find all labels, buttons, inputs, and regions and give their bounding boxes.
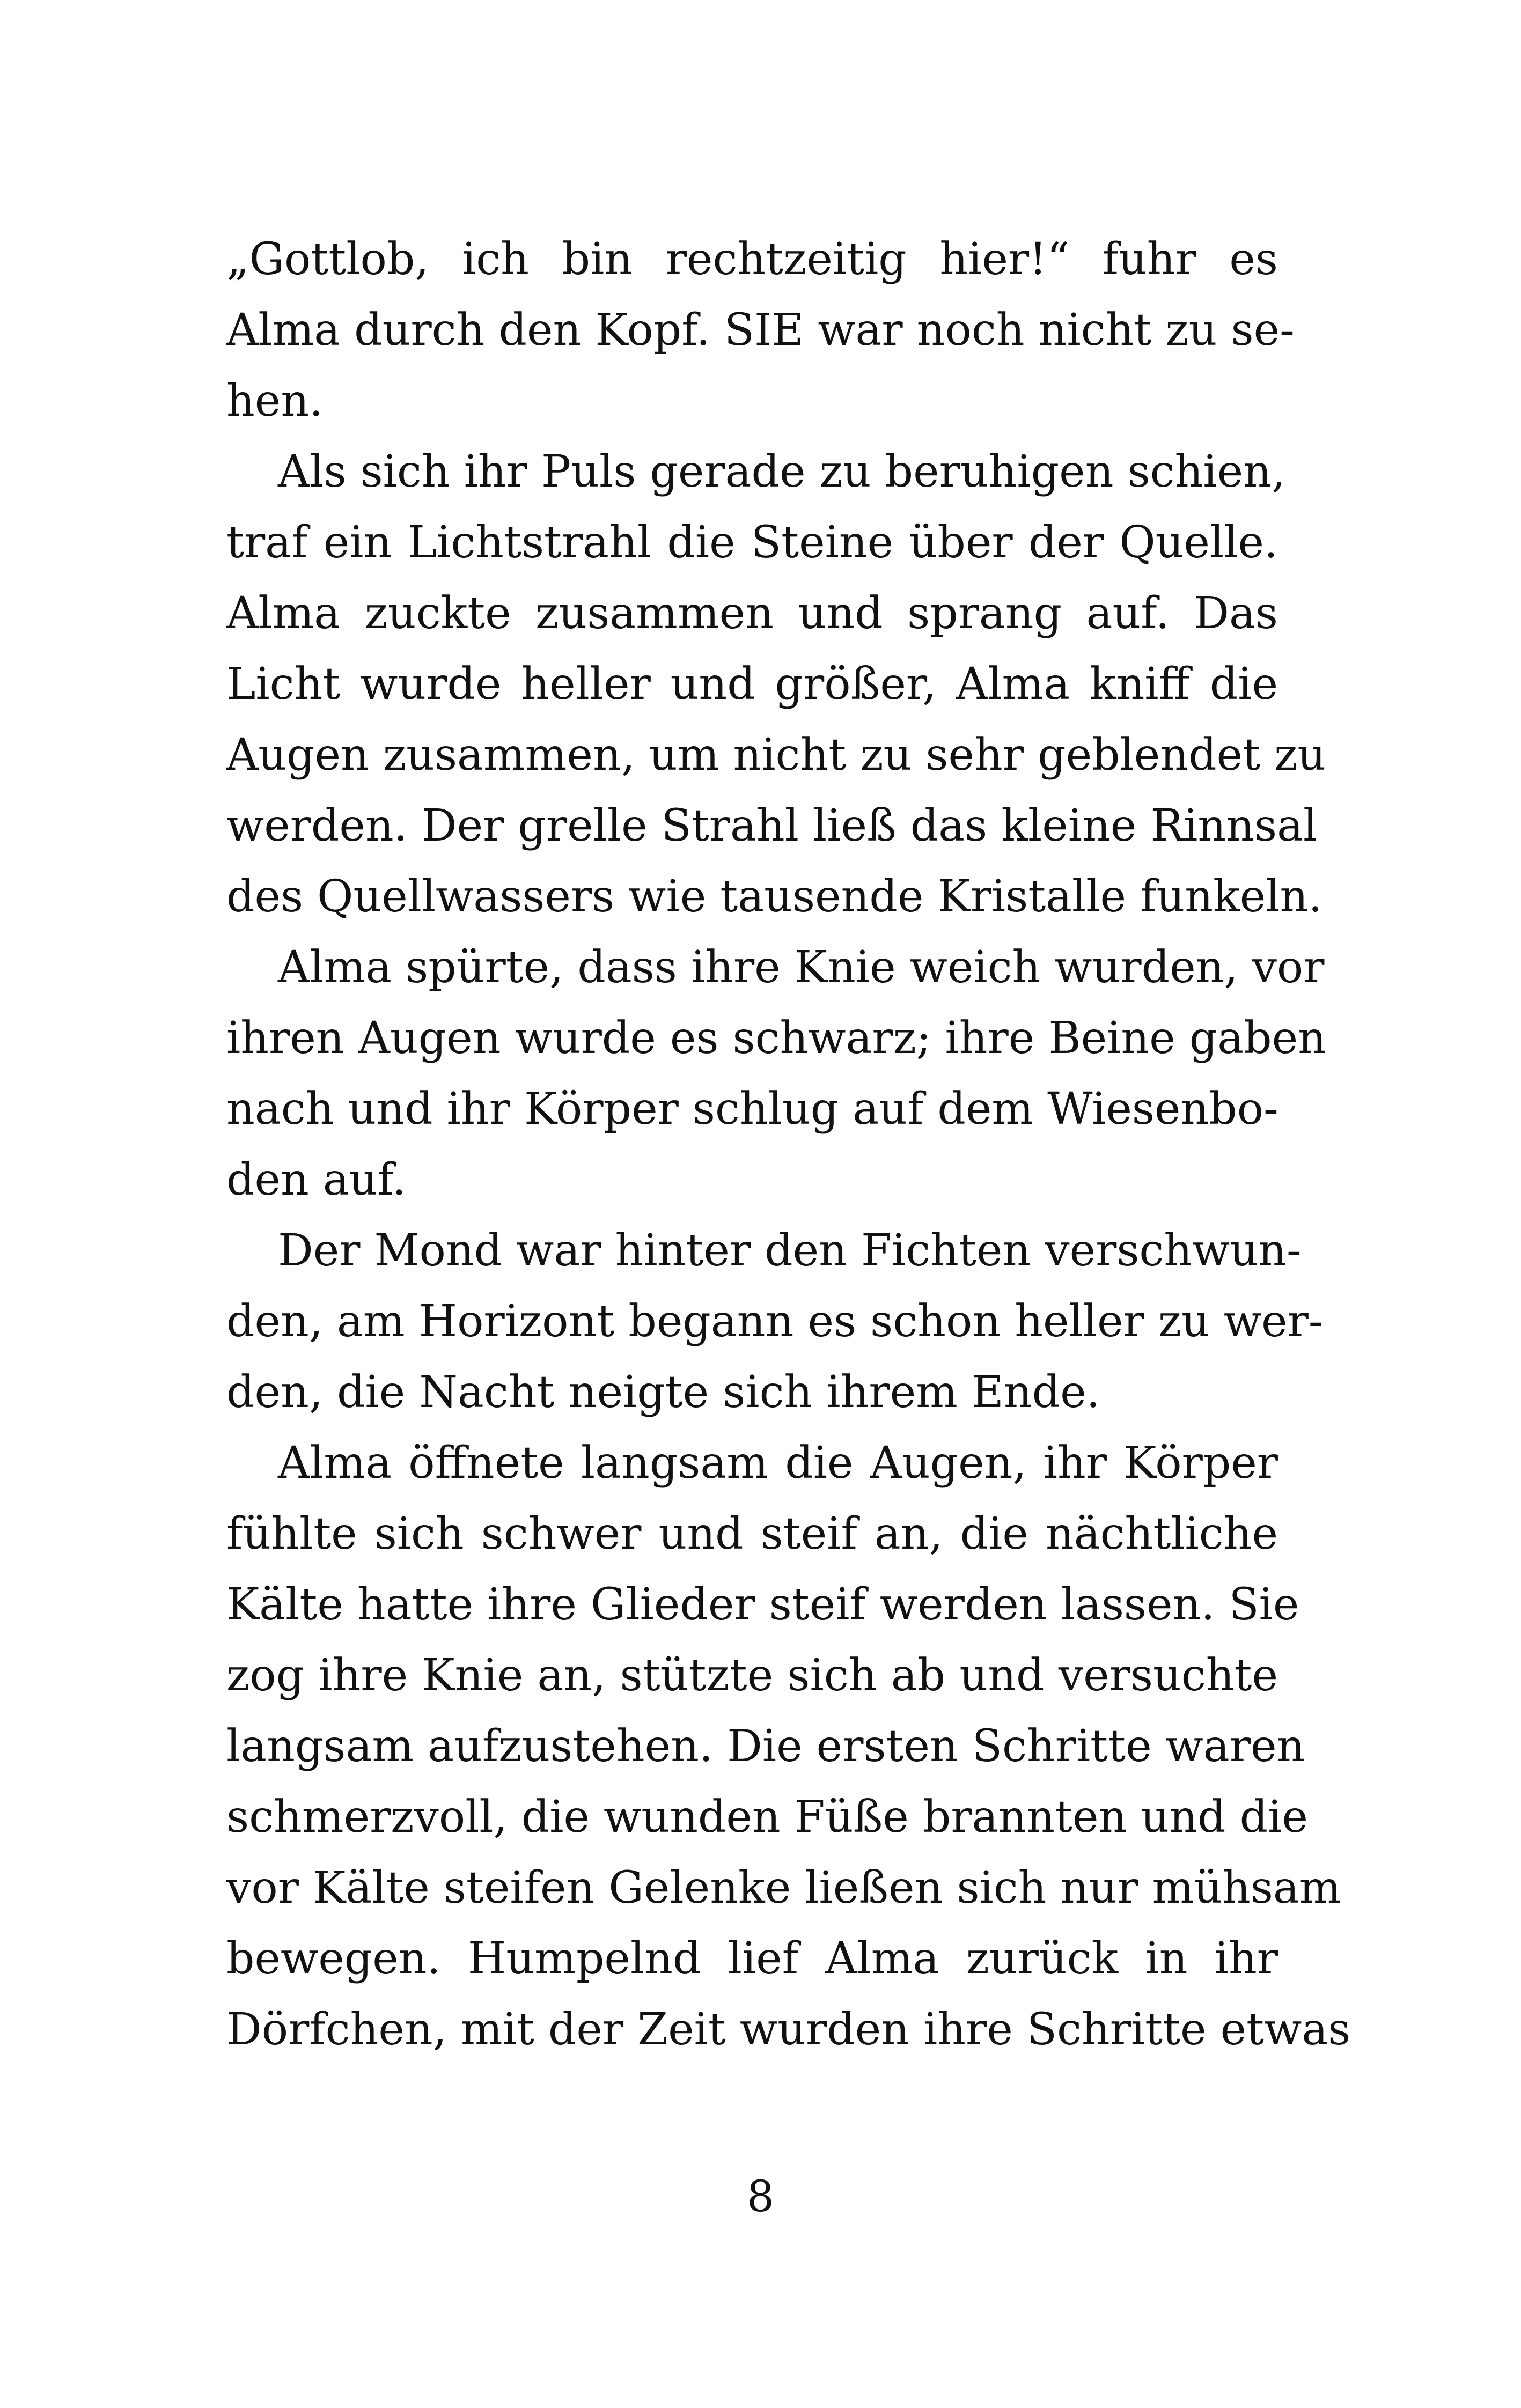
- page-number: 8: [747, 2171, 774, 2221]
- text-line: Alma spürte, dass ihre Knie weich wurden, vor: [278, 942, 1325, 993]
- text-line: Alma durch den Kopf. SIE war noch nicht zu se-: [226, 305, 1295, 356]
- text-line: hen.: [226, 375, 324, 426]
- text-line: fühlte sich schwer und steif an, die nächtliche: [226, 1508, 1278, 1559]
- text-line: nach und ihr Körper schlug auf dem Wiesenbo-: [226, 1084, 1278, 1135]
- text-line: den auf.: [226, 1154, 407, 1205]
- text-line: traf ein Lichtstrahl die Steine über der Quelle.: [226, 517, 1278, 568]
- text-line: Als sich ihr Puls gerade zu beruhigen schien,: [278, 446, 1286, 497]
- text-line: den, am Horizont begann es schon heller zu wer-: [226, 1296, 1324, 1347]
- text-line: „Gottlob, ich bin rechtzeitig hier!“ fuhr es: [226, 234, 1278, 285]
- text-line: ihren Augen wurde es schwarz; ihre Beine gaben: [226, 1013, 1326, 1064]
- text-line: vor Kälte steifen Gelenke ließen sich nur mühsam: [226, 1862, 1341, 1913]
- text-line: langsam aufzustehen. Die ersten Schritte waren: [226, 1721, 1305, 1772]
- text-line: werden. Der grelle Strahl ließ das kleine Rinnsal: [226, 800, 1318, 851]
- text-line: schmerzvoll, die wunden Füße brannten und die: [226, 1792, 1308, 1843]
- text-line: des Quellwassers wie tausende Kristalle funkeln.: [226, 871, 1322, 922]
- text-line: Der Mond war hinter den Fichten verschwun-: [278, 1225, 1302, 1276]
- text-line: zog ihre Knie an, stützte sich ab und versuchte: [226, 1650, 1278, 1701]
- text-line: bewegen. Humpelnd lief Alma zurück in ihr: [226, 1933, 1278, 1984]
- text-line: Alma zuckte zusammen und sprang auf. Das: [226, 588, 1278, 639]
- text-line: Dörfchen, mit der Zeit wurden ihre Schritte etwas: [226, 2004, 1351, 2055]
- text-line: Alma öffnete langsam die Augen, ihr Körper: [278, 1438, 1278, 1489]
- text-line: den, die Nacht neigte sich ihrem Ende.: [226, 1367, 1100, 1418]
- text-line: Augen zusammen, um nicht zu sehr geblendet zu: [226, 730, 1326, 780]
- text-line: Licht wurde heller und größer, Alma kniff die: [226, 659, 1278, 710]
- text-line: Kälte hatte ihre Glieder steif werden lassen. Sie: [226, 1579, 1299, 1630]
